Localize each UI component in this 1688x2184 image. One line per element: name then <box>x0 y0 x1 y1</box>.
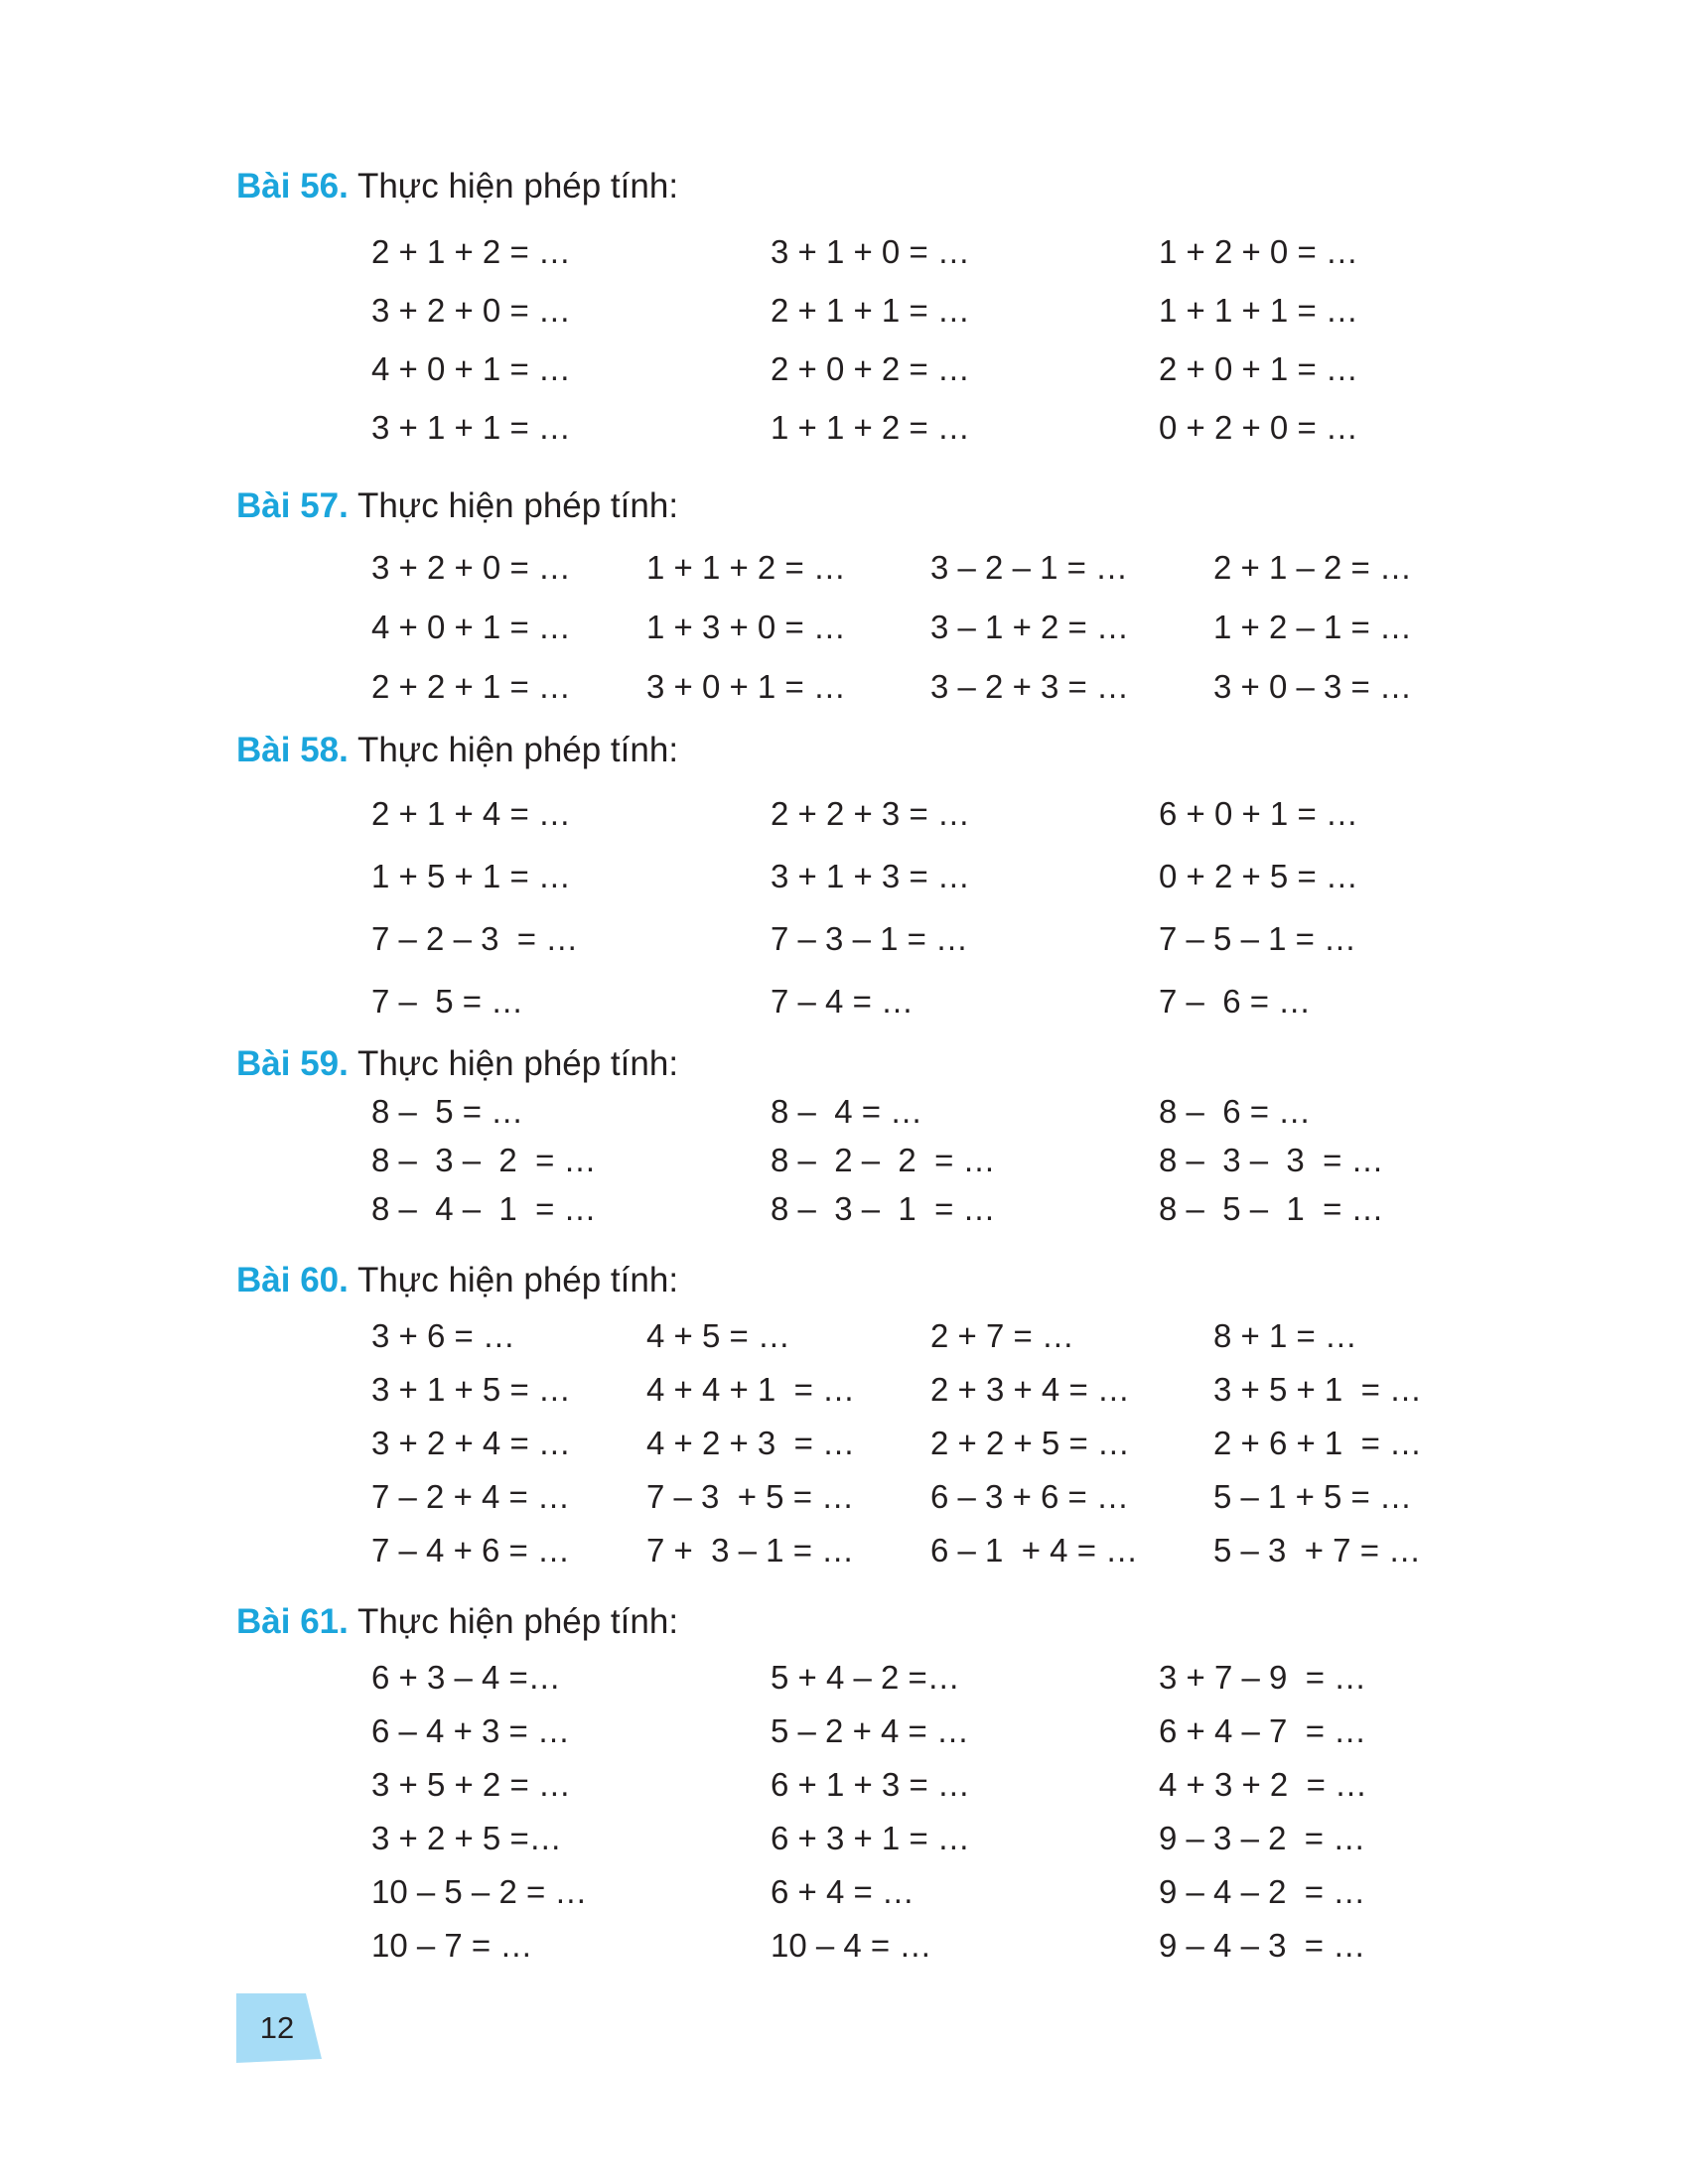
problem-row <box>0 792 1688 836</box>
problem: 7 – 3 – 1 = … <box>771 920 969 957</box>
problem-row <box>0 1924 1688 1968</box>
problem: 8 – 2 – 2 = … <box>771 1142 996 1178</box>
problem: 3 + 2 + 0 = … <box>371 549 571 586</box>
problem: 3 – 2 – 1 = … <box>930 549 1129 586</box>
problem-row <box>0 606 1688 649</box>
problem: 8 + 1 = … <box>1213 1317 1357 1354</box>
problem: 3 + 1 + 3 = … <box>771 858 970 894</box>
problem-row <box>0 1709 1688 1753</box>
problem: 3 + 0 + 1 = … <box>646 668 846 705</box>
exercise-label: Bài 58. <box>236 731 349 769</box>
problem-row <box>0 1314 1688 1358</box>
problem: 5 + 4 – 2 =… <box>771 1659 960 1696</box>
problem: 6 + 0 + 1 = … <box>1159 795 1358 832</box>
exercise-heading <box>236 1259 678 1302</box>
problem: 1 + 3 + 0 = … <box>646 609 846 645</box>
problem-row <box>0 1529 1688 1572</box>
problem: 7 – 2 + 4 = … <box>371 1478 570 1515</box>
problem: 7 – 5 – 1 = … <box>1159 920 1357 957</box>
exercise-label: Bài 61. <box>236 1602 349 1641</box>
problem: 3 + 0 – 3 = … <box>1213 668 1412 705</box>
problem-row <box>0 1817 1688 1860</box>
problem: 8 – 5 = … <box>371 1093 524 1130</box>
problem: 1 + 1 + 2 = … <box>771 409 970 446</box>
exercise-instruction: Thực hiện phép tính: <box>356 167 679 205</box>
problem: 6 + 4 = … <box>771 1873 914 1910</box>
problem: 6 – 1 + 4 = … <box>930 1532 1139 1569</box>
problem: 2 + 2 + 5 = … <box>930 1425 1130 1461</box>
problem: 3 + 5 + 1 = … <box>1213 1371 1423 1408</box>
exercise-instruction: Thực hiện phép tính: <box>356 1261 679 1299</box>
problem: 5 – 1 + 5 = … <box>1213 1478 1412 1515</box>
problem: 2 + 7 = … <box>930 1317 1074 1354</box>
problem: 3 + 5 + 2 = … <box>371 1766 571 1803</box>
exercise-label: Bài 56. <box>236 167 349 205</box>
problem: 2 + 1 + 2 = … <box>371 233 571 270</box>
problem-row <box>0 1139 1688 1182</box>
problem: 8 – 3 – 2 = … <box>371 1142 597 1178</box>
problem-row <box>0 1475 1688 1519</box>
exercise-label: Bài 57. <box>236 486 349 525</box>
problem: 2 + 2 + 3 = … <box>771 795 970 832</box>
problem: 3 + 2 + 4 = … <box>371 1425 571 1461</box>
problem-row <box>0 980 1688 1024</box>
problem: 10 – 5 – 2 = … <box>371 1873 588 1910</box>
problem: 2 + 0 + 2 = … <box>771 350 970 387</box>
page-number-tab <box>236 1993 324 2063</box>
problem: 4 + 5 = … <box>646 1317 790 1354</box>
problem: 9 – 4 – 2 = … <box>1159 1873 1366 1910</box>
problem-row <box>0 1656 1688 1700</box>
problem: 6 + 4 – 7 = … <box>1159 1712 1367 1749</box>
problem: 0 + 2 + 0 = … <box>1159 409 1358 446</box>
problem-row <box>0 1870 1688 1914</box>
problem-row <box>0 1422 1688 1465</box>
problem-row <box>0 855 1688 898</box>
exercise-heading <box>236 165 678 208</box>
problem: 3 + 1 + 0 = … <box>771 233 970 270</box>
problem: 2 + 1 – 2 = … <box>1213 549 1412 586</box>
problem-row <box>0 1090 1688 1134</box>
problem: 10 – 7 = … <box>371 1927 533 1964</box>
problem: 10 – 4 = … <box>771 1927 932 1964</box>
problem: 7 – 2 – 3 = … <box>371 920 579 957</box>
problem: 6 + 3 – 4 =… <box>371 1659 561 1696</box>
problem: 3 + 7 – 9 = … <box>1159 1659 1367 1696</box>
problem: 7 – 6 = … <box>1159 983 1312 1020</box>
problem: 2 + 1 + 1 = … <box>771 292 970 329</box>
page-number: 12 <box>259 2010 295 2045</box>
problem: 6 – 3 + 6 = … <box>930 1478 1129 1515</box>
problem: 4 + 2 + 3 = … <box>646 1425 856 1461</box>
problem-row <box>0 1368 1688 1412</box>
problem: 1 + 5 + 1 = … <box>371 858 571 894</box>
exercise-instruction: Thực hiện phép tính: <box>356 1044 679 1083</box>
problem: 3 + 2 + 0 = … <box>371 292 571 329</box>
problem: 1 + 1 + 2 = … <box>646 549 846 586</box>
problem-row <box>0 665 1688 709</box>
exercise-heading <box>236 1600 678 1644</box>
problem: 8 – 6 = … <box>1159 1093 1312 1130</box>
exercise-heading <box>236 729 678 772</box>
problem: 2 + 6 + 1 = … <box>1213 1425 1423 1461</box>
problem: 7 – 5 = … <box>371 983 524 1020</box>
problem: 3 + 1 + 1 = … <box>371 409 571 446</box>
problem: 8 – 5 – 1 = … <box>1159 1190 1384 1227</box>
problem: 5 – 2 + 4 = … <box>771 1712 969 1749</box>
problem-row <box>0 230 1688 274</box>
problem: 7 – 3 + 5 = … <box>646 1478 855 1515</box>
problem: 8 – 3 – 3 = … <box>1159 1142 1384 1178</box>
problem: 1 + 2 – 1 = … <box>1213 609 1412 645</box>
problem-row <box>0 546 1688 590</box>
exercise-label: Bài 59. <box>236 1044 349 1083</box>
problem: 8 – 4 = … <box>771 1093 923 1130</box>
problem: 3 – 1 + 2 = … <box>930 609 1129 645</box>
exercise-instruction: Thực hiện phép tính: <box>356 731 679 769</box>
exercise-label: Bài 60. <box>236 1261 349 1299</box>
problem: 4 + 0 + 1 = … <box>371 350 571 387</box>
problem-row <box>0 406 1688 450</box>
problem: 3 – 2 + 3 = … <box>930 668 1129 705</box>
problem: 7 + 3 – 1 = … <box>646 1532 855 1569</box>
problem-row <box>0 1763 1688 1807</box>
problem: 2 + 3 + 4 = … <box>930 1371 1130 1408</box>
problem: 6 + 1 + 3 = … <box>771 1766 970 1803</box>
problem: 4 + 0 + 1 = … <box>371 609 571 645</box>
problem: 1 + 1 + 1 = … <box>1159 292 1358 329</box>
problem: 7 – 4 = … <box>771 983 914 1020</box>
problem: 9 – 4 – 3 = … <box>1159 1927 1366 1964</box>
problem: 8 – 3 – 1 = … <box>771 1190 996 1227</box>
problem-row <box>0 917 1688 961</box>
exercise-instruction: Thực hiện phép tính: <box>356 486 679 525</box>
problem: 9 – 3 – 2 = … <box>1159 1820 1366 1856</box>
problem: 2 + 2 + 1 = … <box>371 668 571 705</box>
problem: 6 – 4 + 3 = … <box>371 1712 570 1749</box>
problem-row <box>0 347 1688 391</box>
problem: 3 + 2 + 5 =… <box>371 1820 562 1856</box>
problem-row <box>0 1187 1688 1231</box>
problem: 3 + 6 = … <box>371 1317 515 1354</box>
problem: 2 + 0 + 1 = … <box>1159 350 1358 387</box>
exercise-heading <box>236 1042 678 1086</box>
problem: 7 – 4 + 6 = … <box>371 1532 570 1569</box>
problem: 4 + 3 + 2 = … <box>1159 1766 1368 1803</box>
exercise-instruction: Thực hiện phép tính: <box>356 1602 679 1641</box>
problem: 0 + 2 + 5 = … <box>1159 858 1358 894</box>
problem: 6 + 3 + 1 = … <box>771 1820 970 1856</box>
problem: 3 + 1 + 5 = … <box>371 1371 571 1408</box>
problem: 4 + 4 + 1 = … <box>646 1371 856 1408</box>
problem: 5 – 3 + 7 = … <box>1213 1532 1422 1569</box>
problem-row <box>0 289 1688 333</box>
problem: 2 + 1 + 4 = … <box>371 795 571 832</box>
problem: 1 + 2 + 0 = … <box>1159 233 1358 270</box>
exercise-heading <box>236 484 678 528</box>
problem: 8 – 4 – 1 = … <box>371 1190 597 1227</box>
